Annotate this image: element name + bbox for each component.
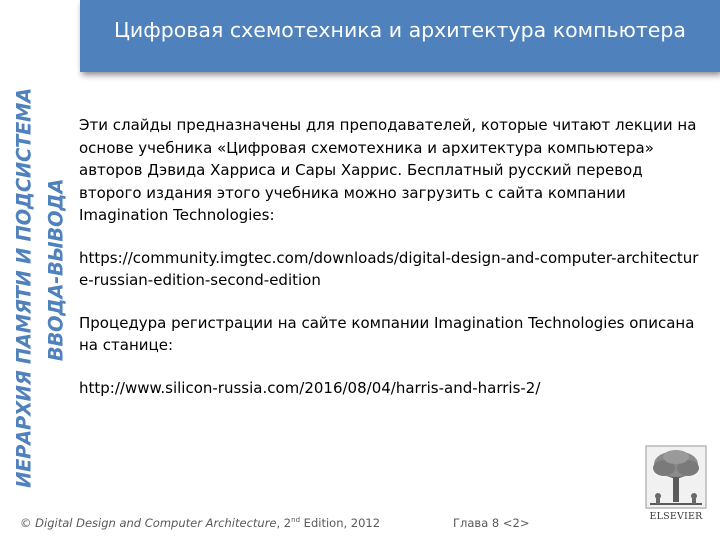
registration-link[interactable]: http://www.silicon-russia.com/2016/08/04/harris-and-harris-2/ [79,378,541,397]
logo-wordmark: ELSEVIER [649,511,703,522]
section-title-line-2: ВВОДА-ВЫВОДА [44,178,68,362]
download-link[interactable]: https://community.imgtec.com/downloads/digital-design-and-computer-architecture-russian-edition-second-edition [79,248,699,289]
intro-paragraph: Эти слайды предназначены для преподавателей, которые читают лекции на основе учебника «Цифровая схемотехника и архитектура компьютера» авторов Дэвида Харриса и Сары Харрис. Бесплатный русский перевод второго издания этого учебника можно загрузить с сайта компании Imagination Technologies: [79,116,697,224]
slide-body [79,114,699,419]
elsevier-logo [644,444,708,526]
edition-year: Edition, 2012 [300,516,381,530]
footer-citation [20,516,380,530]
edition-number: , 2 [276,516,292,530]
copyright-symbol: © [20,516,32,530]
section-title-line-1: ИЕРАРХИЯ ПАМЯТИ И ПОДСИСТЕМА [12,88,36,488]
edition-suffix: nd [291,516,301,525]
title-banner [80,0,720,72]
slide-title: Цифровая схемотехника и архитектура компьютера [114,18,686,42]
book-title: Digital Design and Computer Architecture [35,516,277,530]
vertical-section-title [0,20,80,500]
registration-paragraph: Процедура регистрации на сайте компании Imagination Technologies описана на станице: [79,313,695,354]
chapter-page-number: Глава 8 <2> [453,516,530,530]
elsevier-tree-icon [644,444,708,510]
